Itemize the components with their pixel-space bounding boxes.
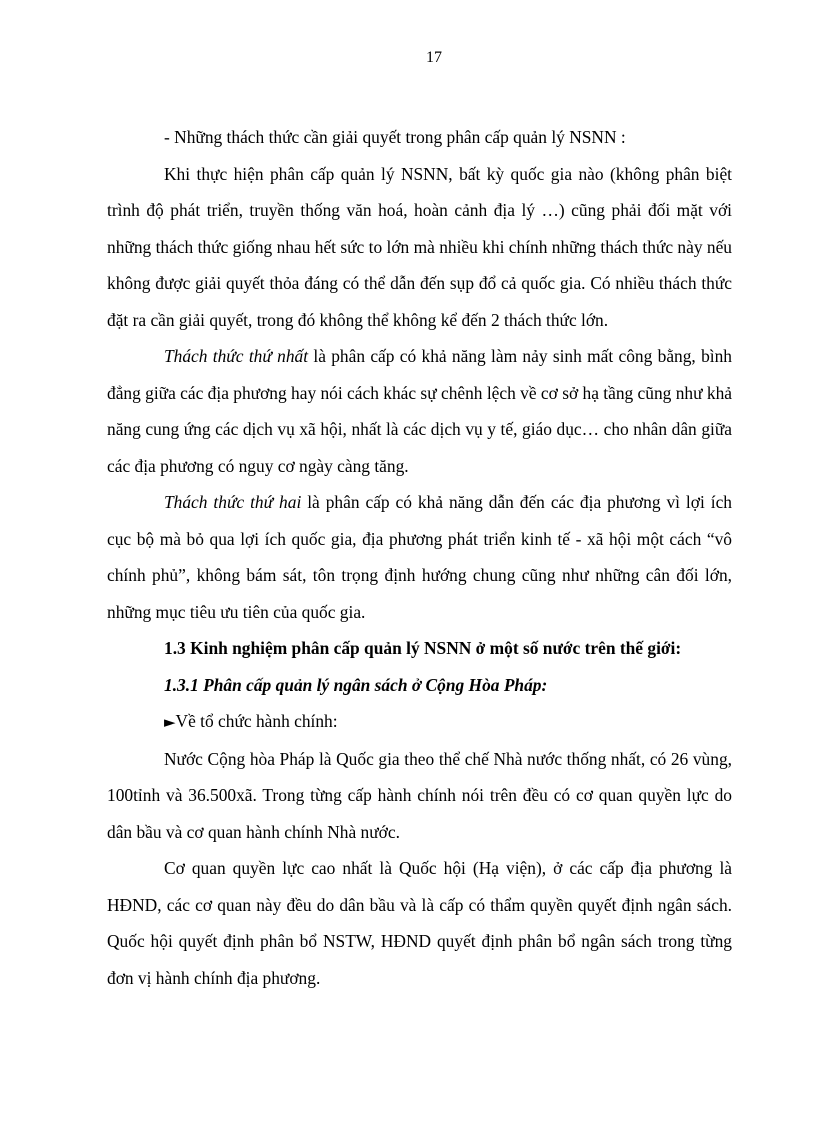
section-heading-1-3: 1.3 Kinh nghiệm phân cấp quản lý NSNN ở một số nước trên thế giới: [164,638,682,658]
first-challenge-lead: Thách thức thứ nhất [164,346,309,366]
second-challenge-lead: Thách thức thứ hai [164,492,302,512]
paragraph-challenges-overview: Khi thực hiện phân cấp quản lý NSNN, bất kỳ quốc gia nào (không phân biệt trình độ phát triển, truyền thống văn hoá, hoàn cảnh địa lý …) cũng phải đối mặt với những thách thức giống nhau hết sức to lớn mà nhiều khi chính những thách thức này nếu không được giải quyết thỏa đáng có thể dẫn đến sụp đổ cả quốc gia. Có nhiều thách thức đặt ra cần giải quyết, trong đó không thể không kể đến 2 thách thức lớn. [107,163,732,330]
paragraph-first-challenge [107,338,732,484]
challenges-intro: - Những thách thức cần giải quyết trong phân cấp quản lý NSNN : [164,127,626,147]
paragraph-power-bodies: Cơ quan quyền lực cao nhất là Quốc hội (Hạ viện), ở các cấp địa phương là HĐND, các cơ quan này đều do dân bầu và là cấp có thẩm quyền quyết định ngân sách. Quốc hội quyết định phân bổ NSTW, HĐND quyết định phân bổ ngân sách trong từng đơn vị hành chính địa phương. [107,858,732,988]
bullet-label: Về tổ chức hành chính: [175,711,338,731]
document-body [107,119,732,996]
page-number: 17 [426,49,442,66]
paragraph-france-structure: Nước Cộng hòa Pháp là Quốc gia theo thể chế Nhà nước thống nhất, có 26 vùng, 100tỉnh và 36.500xã. Trong từng cấp hành chính nói trên đều có cơ quan quyền lực do dân bầu và cơ quan hành chính Nhà nước. [107,748,732,842]
section-heading-1-3-1: 1.3.1 Phân cấp quản lý ngân sách ở Cộng Hòa Pháp: [164,674,548,695]
first-challenge-text: là phân cấp có khả năng làm nảy sinh mất công bằng, bình đẳng giữa các địa phương hay nói cách khác sự chênh lệch về cơ sở hạ tầng cũng như khả năng cung ứng các dịch vụ xã hội, nhất là các dịch vụ y tế, giáo dục… cho nhân dân giữa các địa phương có nguy cơ ngày càng tăng. [107,346,732,476]
second-challenge-text: là phân cấp có khả năng dẫn đến các địa phương vì lợi ích cục bộ mà bỏ qua lợi ích quốc gia, địa phương phát triển kinh tế - xã hội một cách “vô chính phủ”, không bám sát, tôn trọng định hướng chung cũng như những cân đối lớn, những mục tiêu ưu tiên của quốc gia. [107,492,732,622]
bullet-admin-organization [107,703,732,741]
paragraph-second-challenge [107,484,732,630]
arrow-right-icon: ► [164,713,176,731]
